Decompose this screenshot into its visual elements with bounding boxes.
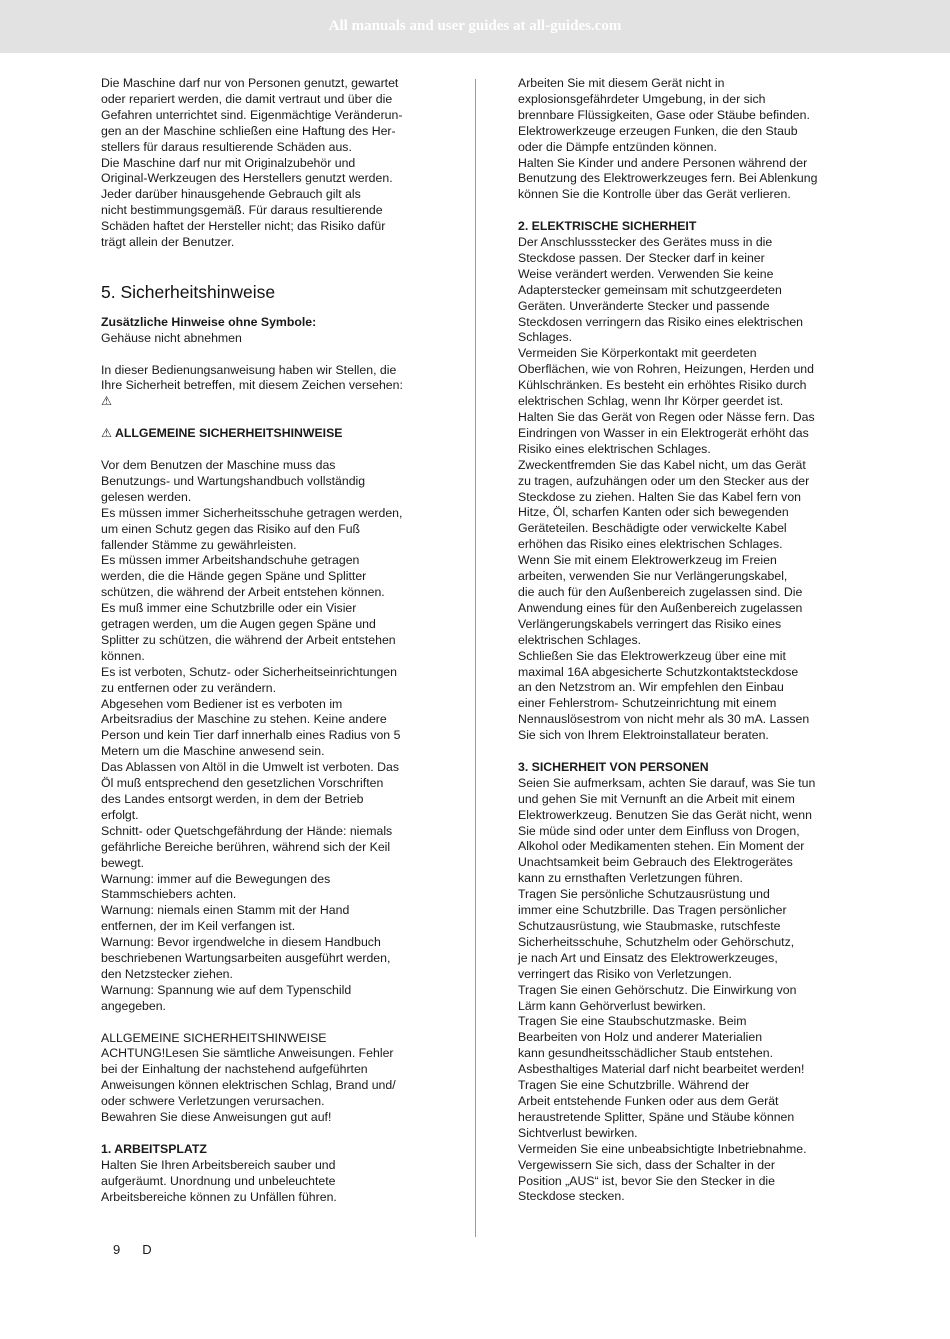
text-line: getragen werden, um die Augen gegen Späne und [101,617,376,632]
text-line: und gehen Sie mit Vernunft an die Arbeit mit einem [518,791,795,806]
text-line: Vergewissern Sie sich, dass der Schalter in der [518,1157,775,1172]
text-line: Abgesehen vom Bediener ist es verboten im [101,696,343,711]
text-line: explosionsgefährdeter Umgebung, in der sich [518,91,766,106]
text-line: einer Fehlerstrom- Schutzeinrichtung mit einem [518,696,777,711]
language-code: D [142,1242,152,1257]
text-line: Bearbeiten von Holz und anderer Materialien [518,1030,763,1045]
text-line: In dieser Bedienungsanweisung haben wir Stellen, die [101,362,397,377]
text-line: maximal 16A abgesicherte Schutzkontaktsteckdose [518,664,799,679]
text-line: oder schwere Verletzungen verursachen. [101,1094,325,1109]
text-line: Es ist verboten, Schutz- oder Sicherheitseinrichtungen [101,664,397,679]
text-line: kann zu ernsthaften Verletzungen führen. [518,871,743,886]
text-line: schützen, die während der Arbeit entstehen können. [101,585,385,600]
text-line: können. [101,648,145,663]
text-line: Schäden haftet der Hersteller nicht; das Risiko dafür [101,219,386,234]
text-line: Die Maschine darf nur mit Originalzubehör und [101,155,356,170]
text-line: Das Ablassen von Altöl in die Umwelt ist verboten. Das [101,760,400,775]
text-line: Warnung: Bevor irgendwelche in diesem Handbuch [101,935,381,950]
persons-heading: 3. SICHERHEIT VON PERSONEN [518,759,709,774]
text-line: Tragen Sie persönliche Schutzausrüstung und [518,887,770,902]
text-line: Anweisungen können elektrischen Schlag, Brand und/ [101,1078,396,1093]
text-line: kann gesundheitsschädlicher Staub entstehen. [518,1046,773,1061]
text-line: Stammschiebers achten. [101,887,237,902]
text-line: oder repariert werden, die damit vertraut und über die [101,91,393,106]
text-line: Steckdose stecken. [518,1189,625,1204]
text-line: Tragen Sie eine Schutzbrille. Während der [518,1078,750,1093]
symbol-intro [101,363,441,411]
text-line: nicht bestimmungsgemäß. Für daraus resultierende [101,203,383,218]
text-line: Arbeit entstehende Funken oder aus dem Gerät [518,1093,779,1108]
text-line: Original-Werkzeugen des Herstellers genutzt werden. [101,171,393,186]
text-line: Arbeiten Sie mit diesem Gerät nicht in [518,76,725,90]
text-line: arbeiten, verwenden Sie nur Verlängerungskabel, [518,569,788,584]
text-line: je nach Art und Einsatz des Elektrowerkzeuges, [518,950,778,965]
text-line: elektrischen Schlages. [518,632,642,647]
workplace-text-continued [518,76,858,203]
text-line: Zweckentfremden Sie das Kabel nicht, um das Gerät [518,457,806,472]
workplace-heading: 1. ARBEITSPLATZ [101,1141,207,1156]
text-line: werden, die die Hände gegen Späne und Splitter [101,569,367,584]
text-line: Eindringen von Wasser in ein Elektrogerät erhöht das [518,425,809,440]
text-line: Geräten. Unveränderte Stecker und passende [518,298,770,313]
text-line: fallender Stämme zu gewährleisten. [101,537,297,552]
text-line: Steckdose passen. Der Stecker darf in keiner [518,250,765,265]
text-line: Steckdosen verringern das Risiko eines elektrischen [518,314,804,329]
text-line: Elektrowerkzeug. Benutzen Sie das Gerät nicht, wenn [518,807,812,822]
text-line: Person und kein Tier darf innerhalb eines Radius von 5 [101,728,401,743]
text-line: Es muß immer eine Schutzbrille oder ein Visier [101,601,357,616]
text-line: an den Netzstrom an. Wir empfehlen den Einbau [518,680,784,695]
text-line: Benutzungs- und Wartungshandbuch vollständig [101,473,366,488]
text-line: Vermeiden Sie Körperkontakt mit geerdeten [518,346,757,361]
text-line: Benutzung des Elektrowerkzeuges fern. Bei Ablenkung [518,171,818,186]
sub-text: Gehäuse nicht abnehmen [101,330,242,345]
text-line: Jeder darüber hinausgehende Gebrauch gilt als [101,187,361,202]
text-line: Schutzausrüstung, wie Staubmaske, rutschfeste [518,919,781,933]
sub-heading: Zusätzliche Hinweise ohne Symbole: [101,314,317,329]
text-line: trägt allein der Benutzer. [101,235,235,250]
text-line: ⚠ [101,394,113,409]
text-line: Warnung: niemals einen Stamm mit der Hand [101,903,350,918]
text-line: Halten Sie das Gerät von Regen oder Nässe fern. Das [518,410,815,425]
text-line: Warnung: immer auf die Bewegungen des [101,871,331,886]
text-line: Sichtverlust bewirken. [518,1125,638,1140]
intro-paragraph [101,76,441,251]
text-line: Arbeitsbereiche können zu Unfällen führen. [101,1189,337,1204]
text-line: zu entfernen oder zu verändern. [101,680,277,695]
text-line: Schließen Sie das Elektrowerkzeug über eine mit [518,648,786,663]
text-line: Elektrowerkzeuge erzeugen Funken, die den Staub [518,123,798,138]
text-line: oder die Dämpfe entzünden können. [518,139,717,154]
column-divider [475,79,476,1237]
general-safety-text-2 [101,1031,441,1126]
text-line: ALLGEMEINE SICHERHEITSHINWEISE [101,1030,327,1045]
text-line: Splitter zu schützen, die während der Arbeit entstehen [101,632,396,647]
text-line: die auch für den Außenbereich zugelassen sind. Die [518,584,803,599]
text-line: stellers für daraus resultierende Schäden aus. [101,139,352,154]
text-line: Bewahren Sie diese Anweisungen gut auf! [101,1110,332,1125]
text-line: Asbesthaltiges Material darf nicht bearbeitet werden! [518,1062,805,1077]
text-line: Adapterstecker gemeinsam mit schutzgeerdeten [518,282,782,297]
text-line: bei der Einhaltung der nachstehend aufgeführten [101,1062,368,1077]
text-line: Oberflächen, wie von Rohren, Heizungen, Herden und [518,362,814,377]
text-line: Sie sich von Ihrem Elektroinstallateur beraten. [518,728,769,743]
text-line: Nennauslösestrom von nicht mehr als 30 mA. Lassen [518,712,810,727]
text-line: des Landes entsorgt werden, in dem der Betrieb [101,792,364,806]
text-line: Vor dem Benutzen der Maschine muss das [101,457,336,472]
text-line: Halten Sie Ihren Arbeitsbereich sauber und [101,1157,336,1172]
text-line: Halten Sie Kinder und andere Personen während der [518,155,808,170]
electrical-text [518,235,858,744]
text-line: Lärm kann Gehörverlust bewirken. [518,998,706,1013]
text-line: gefährliche Bereiche berühren, während sich der Keil [101,839,391,854]
text-line: Steckdose zu ziehen. Halten Sie das Kabel fern von [518,489,802,504]
text-line: zu tragen, aufzuhängen oder um den Stecker aus der [518,473,810,488]
text-line: Schnitt- oder Quetschgefährdung der Hände: niemals [101,823,393,838]
general-safety-text [101,458,441,1015]
text-line: erfolgt. [101,807,139,822]
right-column [518,76,858,1205]
text-line: elektrischen Schlag, wenn Ihr Körper geerdet ist. [518,394,784,409]
text-line: Kühlschränken. Es besteht ein erhöhtes Risiko durch [518,378,807,393]
text-line: Seien Sie aufmerksam, achten Sie darauf, was Sie tun [518,775,816,790]
text-line: können Sie die Kontrolle über das Gerät verlieren. [518,187,791,202]
text-line: erhöhen das Risiko eines elektrischen Schlages. [518,537,783,552]
text-line: Metern um die Maschine anwesend sein. [101,744,325,759]
text-line: Geräteteilen. Beschädigte oder verwickelte Kabel [518,521,787,536]
text-line: immer eine Schutzbrille. Das Tragen persönlicher [518,903,787,918]
text-line: verringert das Risiko von Verletzungen. [518,966,732,981]
text-line: Arbeitsradius der Maschine zu stehen. Keine andere [101,712,387,727]
text-line: Sie müde sind oder unter dem Einfluss von Drogen, [518,823,800,838]
text-line: Risiko eines elektrischen Schlages. [518,441,711,456]
text-line: Unachtsamkeit beim Gebrauch des Elektrogerätes [518,855,793,870]
page-number: 9 [113,1242,121,1257]
text-line: ACHTUNG!Lesen Sie sämtliche Anweisungen. Fehler [101,1046,394,1061]
text-line: bewegt. [101,855,145,870]
text-line: angegeben. [101,998,166,1013]
text-line: Warnung: Spannung wie auf dem Typenschild [101,982,352,997]
text-line: Ihre Sicherheit betreffen, mit diesem Zeichen versehen: [101,378,403,393]
persons-text [518,776,858,1205]
text-line: brennbare Flüssigkeiten, Gase oder Stäube befinden. [518,107,810,122]
text-line: Öl muß entsprechend den gesetzlichen Vorschriften [101,776,384,791]
text-line: Position „AUS“ ist, bevor Sie den Stecker in die [518,1173,775,1188]
section-title: 5. Sicherheitshinweise [101,281,276,302]
text-line: Die Maschine darf nur von Personen genutzt, gewartet [101,76,399,90]
text-line: Es müssen immer Arbeitshandschuhe getragen [101,553,360,568]
text-line: Weise verändert werden. Verwenden Sie keine [518,266,774,281]
text-line: Tragen Sie einen Gehörschutz. Die Einwirkung von [518,982,797,997]
workplace-text [101,1158,441,1206]
text-line: gelesen werden. [101,489,192,504]
text-line: gen an der Maschine schließen eine Haftung des Her- [101,123,396,138]
text-line: aufgeräumt. Unordnung und unbeleuchtete [101,1173,336,1188]
general-safety-heading: ⚠ ALLGEMEINE SICHERHEITSHINWEISE [101,426,343,441]
text-line: Vermeiden Sie eine unbeabsichtigte Inbetriebnahme. [518,1141,807,1156]
text-line: entfernen, der im Keil verfangen ist. [101,919,296,934]
text-line: Verlängerungskabels verringert das Risiko eines [518,616,782,631]
text-line: beschriebenen Wartungsarbeiten ausgeführt werden, [101,951,391,966]
banner-text: All manuals and user guides at all-guides.com [328,18,622,34]
electrical-heading: 2. ELEKTRISCHE SICHERHEIT [518,219,697,234]
text-line: Es müssen immer Sicherheitsschuhe getragen werden, [101,505,403,520]
left-column [101,76,441,1206]
text-line: Gefahren unterrichtet sind. Eigenmächtige Veränderun- [101,107,403,122]
text-line: Hitze, Öl, scharfen Kanten oder sich bewegenden [518,505,789,520]
text-line: Anwendung eines für den Außenbereich zugelassen [518,600,803,615]
text-line: Tragen Sie eine Staubschutzmaske. Beim [518,1014,747,1029]
text-line: Sicherheitsschuhe, Schutzhelm oder Gehörschutz, [518,934,795,949]
text-line: Alkohol oder Medikamenten stehen. Ein Moment der [518,839,805,854]
text-line: Wenn Sie mit einem Elektrowerkzeug im Freien [518,553,777,568]
text-line: Schlages. [518,330,573,345]
text-line: heraustretende Splitter, Späne und Stäube können [518,1109,795,1124]
top-banner [0,0,950,53]
text-line: um einen Schutz gegen das Risiko auf den Fuß [101,521,361,536]
page-footer [113,1242,152,1257]
text-line: Der Anschlussstecker des Gerätes muss in die [518,235,773,250]
text-line: den Netzstecker ziehen. [101,966,233,981]
